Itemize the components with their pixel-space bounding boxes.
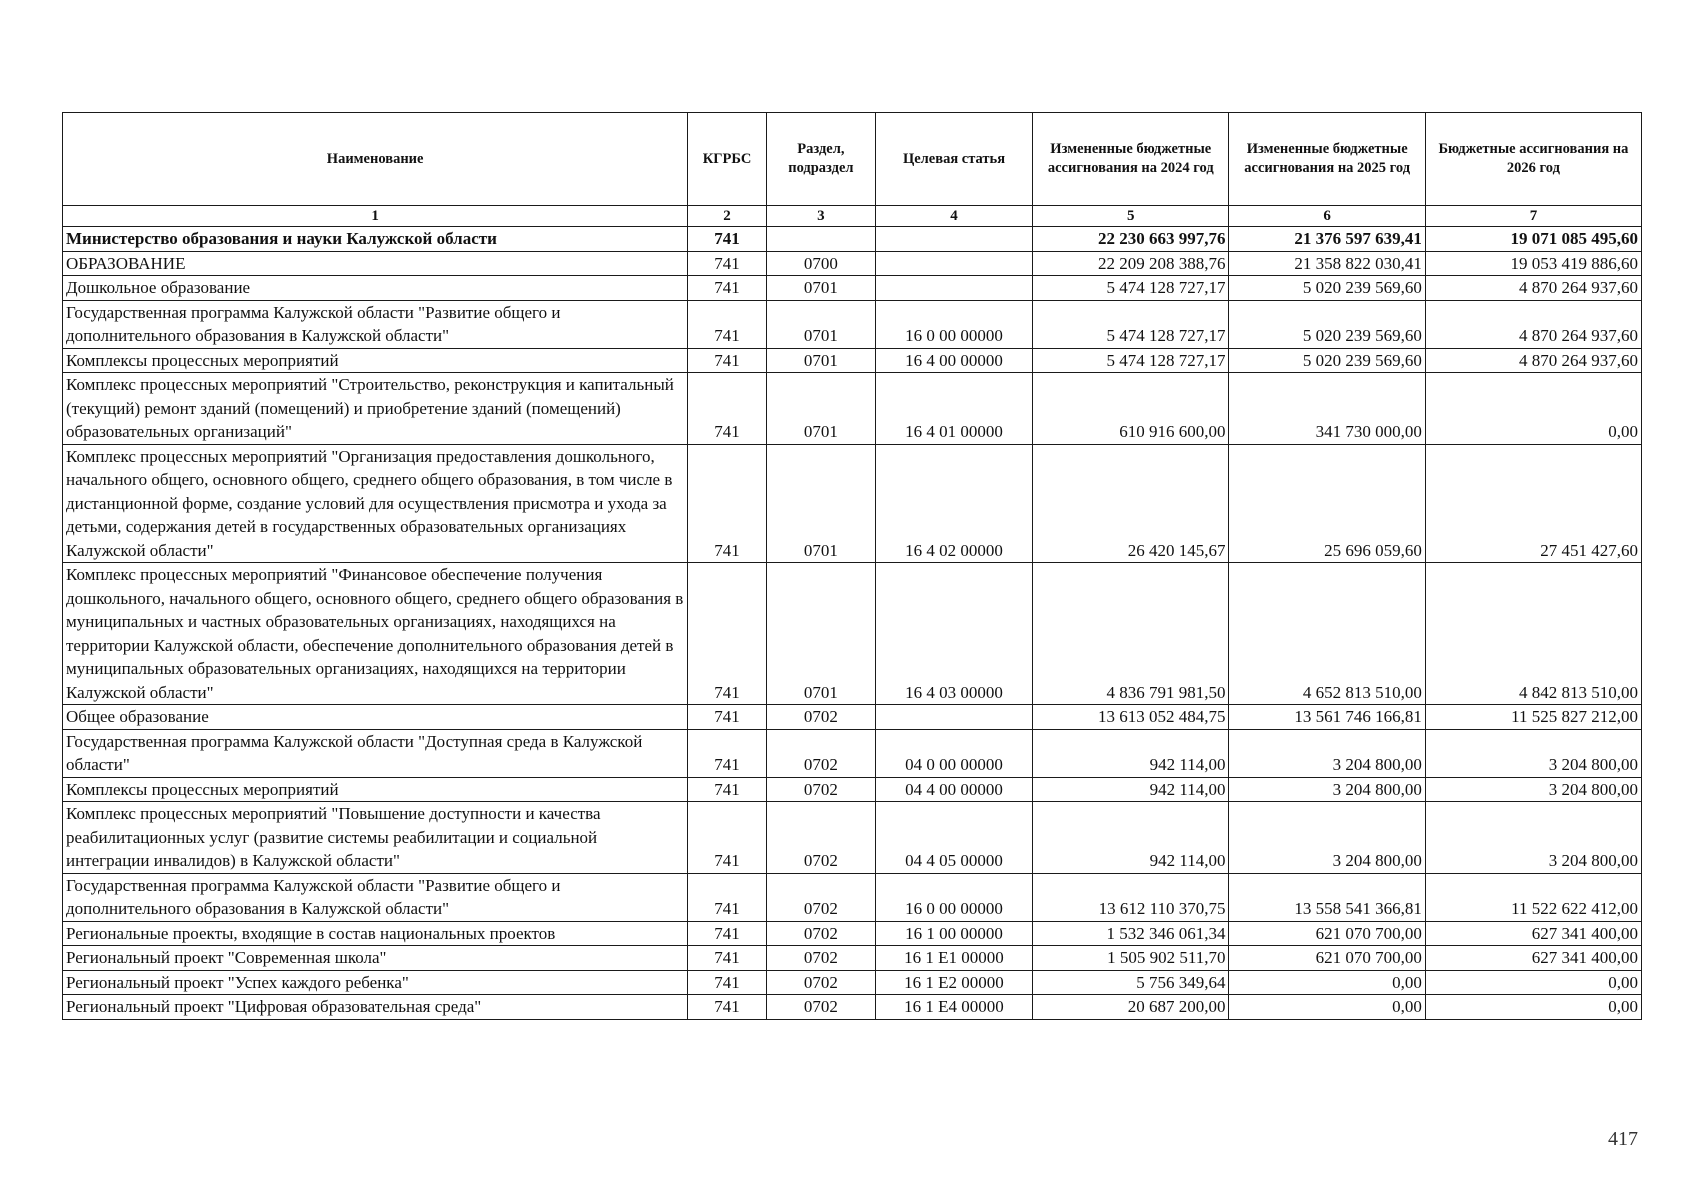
row-kgrbs-cell: 741 bbox=[688, 227, 767, 252]
header-kgrbs: КГРБС bbox=[688, 113, 767, 206]
row-statya-cell: 16 1 E2 00000 bbox=[875, 970, 1032, 995]
header-name: Наименование bbox=[63, 113, 688, 206]
row-name-cell: Министерство образования и науки Калужской области bbox=[63, 227, 688, 252]
row-2025-cell: 25 696 059,60 bbox=[1229, 444, 1425, 563]
table-row bbox=[63, 777, 1642, 802]
row-2025-cell: 5 020 239 569,60 bbox=[1229, 300, 1425, 348]
header-2024: Измененные бюджетные ассигнования на 2024 год bbox=[1033, 113, 1229, 206]
table-row bbox=[63, 276, 1642, 301]
row-name-cell: Комплекс процессных мероприятий "Финансовое обеспечение получения дошкольного, начального общего, основного общего, среднего общего образования в муниципальных и частных образовательных организациях, находящихся на территории Калужской области, обеспечение дополнительного образования детей в муниципальных образовательных организациях, находящихся на территории Калужской области" bbox=[63, 563, 688, 705]
row-statya-cell: 16 4 02 00000 bbox=[875, 444, 1032, 563]
row-name-cell: Государственная программа Калужской области "Развитие общего и дополнительного образования в Калужской области" bbox=[63, 300, 688, 348]
row-razdel-cell: 0702 bbox=[766, 777, 875, 802]
row-razdel-cell: 0701 bbox=[766, 300, 875, 348]
row-name-cell: Комплексы процессных мероприятий bbox=[63, 348, 688, 373]
row-razdel-cell: 0701 bbox=[766, 276, 875, 301]
row-statya-cell bbox=[875, 276, 1032, 301]
header-statya: Целевая статья bbox=[875, 113, 1032, 206]
table-row bbox=[63, 373, 1642, 445]
row-2024-cell: 942 114,00 bbox=[1033, 802, 1229, 874]
row-2025-cell: 13 561 746 166,81 bbox=[1229, 705, 1425, 730]
row-name-cell: Региональный проект "Успех каждого ребенка" bbox=[63, 970, 688, 995]
row-2026-cell: 4 870 264 937,60 bbox=[1425, 300, 1641, 348]
column-number-row bbox=[63, 206, 1642, 227]
column-number: 6 bbox=[1229, 206, 1425, 227]
row-2026-cell: 627 341 400,00 bbox=[1425, 921, 1641, 946]
row-2024-cell: 13 613 052 484,75 bbox=[1033, 705, 1229, 730]
row-2026-cell: 4 870 264 937,60 bbox=[1425, 276, 1641, 301]
row-statya-cell: 16 1 E1 00000 bbox=[875, 946, 1032, 971]
row-name-cell: Региональный проект "Современная школа" bbox=[63, 946, 688, 971]
row-razdel-cell: 0702 bbox=[766, 946, 875, 971]
row-kgrbs-cell: 741 bbox=[688, 348, 767, 373]
row-name-cell: Региональные проекты, входящие в состав национальных проектов bbox=[63, 921, 688, 946]
page-number: 417 bbox=[1608, 1128, 1638, 1150]
table-body bbox=[63, 227, 1642, 1020]
row-2026-cell: 3 204 800,00 bbox=[1425, 729, 1641, 777]
table-row bbox=[63, 802, 1642, 874]
table-row bbox=[63, 970, 1642, 995]
row-name-cell: Комплекс процессных мероприятий "Строительство, реконструкция и капитальный (текущий) ремонт зданий (помещений) и приобретение зданий (помещений) образовательных организаций" bbox=[63, 373, 688, 445]
row-2024-cell: 20 687 200,00 bbox=[1033, 995, 1229, 1020]
row-kgrbs-cell: 741 bbox=[688, 251, 767, 276]
row-razdel-cell: 0701 bbox=[766, 348, 875, 373]
row-2024-cell: 942 114,00 bbox=[1033, 729, 1229, 777]
row-2026-cell: 11 522 622 412,00 bbox=[1425, 873, 1641, 921]
row-razdel-cell: 0702 bbox=[766, 921, 875, 946]
table-row bbox=[63, 300, 1642, 348]
row-name-cell: Комплекс процессных мероприятий "Организация предоставления дошкольного, начального общего, основного общего, среднего общего образования, в том числе в дистанционной форме, создание условий для осуществления присмотра и ухода за детьми, содержания детей в государственных образовательных организациях Калужской области" bbox=[63, 444, 688, 563]
row-2025-cell: 21 358 822 030,41 bbox=[1229, 251, 1425, 276]
row-2025-cell: 3 204 800,00 bbox=[1229, 802, 1425, 874]
row-kgrbs-cell: 741 bbox=[688, 946, 767, 971]
column-number: 4 bbox=[875, 206, 1032, 227]
row-kgrbs-cell: 741 bbox=[688, 970, 767, 995]
row-2026-cell: 3 204 800,00 bbox=[1425, 802, 1641, 874]
row-razdel-cell bbox=[766, 227, 875, 252]
table-row bbox=[63, 921, 1642, 946]
row-2024-cell: 5 474 128 727,17 bbox=[1033, 348, 1229, 373]
row-name-cell: Комплекс процессных мероприятий "Повышение доступности и качества реабилитационных услуг (развитие системы реабилитации и социальной интеграции инвалидов) в Калужской области" bbox=[63, 802, 688, 874]
row-2025-cell: 621 070 700,00 bbox=[1229, 946, 1425, 971]
row-kgrbs-cell: 741 bbox=[688, 444, 767, 563]
row-name-cell: Государственная программа Калужской области "Развитие общего и дополнительного образования в Калужской области" bbox=[63, 873, 688, 921]
row-2026-cell: 0,00 bbox=[1425, 995, 1641, 1020]
row-name-cell: ОБРАЗОВАНИЕ bbox=[63, 251, 688, 276]
row-2026-cell: 4 842 813 510,00 bbox=[1425, 563, 1641, 705]
row-kgrbs-cell: 741 bbox=[688, 873, 767, 921]
row-2024-cell: 13 612 110 370,75 bbox=[1033, 873, 1229, 921]
row-2024-cell: 5 474 128 727,17 bbox=[1033, 276, 1229, 301]
row-kgrbs-cell: 741 bbox=[688, 777, 767, 802]
row-statya-cell: 16 4 03 00000 bbox=[875, 563, 1032, 705]
table-row bbox=[63, 729, 1642, 777]
row-razdel-cell: 0702 bbox=[766, 729, 875, 777]
header-row bbox=[63, 113, 1642, 206]
row-2024-cell: 1 505 902 511,70 bbox=[1033, 946, 1229, 971]
row-statya-cell: 04 0 00 00000 bbox=[875, 729, 1032, 777]
row-2024-cell: 942 114,00 bbox=[1033, 777, 1229, 802]
row-statya-cell: 16 0 00 00000 bbox=[875, 300, 1032, 348]
column-number: 3 bbox=[766, 206, 875, 227]
row-2024-cell: 22 230 663 997,76 bbox=[1033, 227, 1229, 252]
row-name-cell: Государственная программа Калужской области "Доступная среда в Калужской области" bbox=[63, 729, 688, 777]
row-2026-cell: 0,00 bbox=[1425, 970, 1641, 995]
row-kgrbs-cell: 741 bbox=[688, 921, 767, 946]
row-2024-cell: 5 756 349,64 bbox=[1033, 970, 1229, 995]
table-row bbox=[63, 227, 1642, 252]
row-kgrbs-cell: 741 bbox=[688, 300, 767, 348]
column-number: 5 bbox=[1033, 206, 1229, 227]
row-statya-cell: 04 4 00 00000 bbox=[875, 777, 1032, 802]
table-row bbox=[63, 946, 1642, 971]
row-razdel-cell: 0702 bbox=[766, 873, 875, 921]
column-number: 2 bbox=[688, 206, 767, 227]
budget-table bbox=[62, 112, 1642, 1020]
row-razdel-cell: 0701 bbox=[766, 563, 875, 705]
row-statya-cell: 16 4 00 00000 bbox=[875, 348, 1032, 373]
row-2026-cell: 19 071 085 495,60 bbox=[1425, 227, 1641, 252]
row-2025-cell: 3 204 800,00 bbox=[1229, 729, 1425, 777]
row-statya-cell: 16 0 00 00000 bbox=[875, 873, 1032, 921]
row-kgrbs-cell: 741 bbox=[688, 995, 767, 1020]
row-razdel-cell: 0702 bbox=[766, 705, 875, 730]
row-name-cell: Комплексы процессных мероприятий bbox=[63, 777, 688, 802]
column-number: 7 bbox=[1425, 206, 1641, 227]
row-2026-cell: 19 053 419 886,60 bbox=[1425, 251, 1641, 276]
row-statya-cell bbox=[875, 227, 1032, 252]
row-2025-cell: 3 204 800,00 bbox=[1229, 777, 1425, 802]
table-row bbox=[63, 563, 1642, 705]
row-2024-cell: 1 532 346 061,34 bbox=[1033, 921, 1229, 946]
row-kgrbs-cell: 741 bbox=[688, 373, 767, 445]
table-row bbox=[63, 348, 1642, 373]
row-kgrbs-cell: 741 bbox=[688, 563, 767, 705]
row-2026-cell: 3 204 800,00 bbox=[1425, 777, 1641, 802]
row-2025-cell: 341 730 000,00 bbox=[1229, 373, 1425, 445]
row-2024-cell: 610 916 600,00 bbox=[1033, 373, 1229, 445]
column-number: 1 bbox=[63, 206, 688, 227]
row-name-cell: Региональный проект "Цифровая образовательная среда" bbox=[63, 995, 688, 1020]
row-statya-cell: 16 1 00 00000 bbox=[875, 921, 1032, 946]
row-2025-cell: 0,00 bbox=[1229, 995, 1425, 1020]
row-2024-cell: 26 420 145,67 bbox=[1033, 444, 1229, 563]
row-statya-cell bbox=[875, 705, 1032, 730]
table-row bbox=[63, 444, 1642, 563]
row-kgrbs-cell: 741 bbox=[688, 802, 767, 874]
row-name-cell: Дошкольное образование bbox=[63, 276, 688, 301]
row-razdel-cell: 0700 bbox=[766, 251, 875, 276]
header-razdel: Раздел, подраздел bbox=[766, 113, 875, 206]
row-2026-cell: 27 451 427,60 bbox=[1425, 444, 1641, 563]
row-2025-cell: 0,00 bbox=[1229, 970, 1425, 995]
row-2026-cell: 11 525 827 212,00 bbox=[1425, 705, 1641, 730]
row-2024-cell: 22 209 208 388,76 bbox=[1033, 251, 1229, 276]
table-row bbox=[63, 705, 1642, 730]
row-2025-cell: 5 020 239 569,60 bbox=[1229, 348, 1425, 373]
row-2024-cell: 4 836 791 981,50 bbox=[1033, 563, 1229, 705]
header-2025: Измененные бюджетные ассигнования на 2025 год bbox=[1229, 113, 1425, 206]
row-name-cell: Общее образование bbox=[63, 705, 688, 730]
row-statya-cell: 04 4 05 00000 bbox=[875, 802, 1032, 874]
table-row bbox=[63, 995, 1642, 1020]
row-razdel-cell: 0702 bbox=[766, 970, 875, 995]
row-2026-cell: 627 341 400,00 bbox=[1425, 946, 1641, 971]
row-2025-cell: 21 376 597 639,41 bbox=[1229, 227, 1425, 252]
row-2025-cell: 4 652 813 510,00 bbox=[1229, 563, 1425, 705]
row-statya-cell bbox=[875, 251, 1032, 276]
row-2025-cell: 5 020 239 569,60 bbox=[1229, 276, 1425, 301]
row-2026-cell: 4 870 264 937,60 bbox=[1425, 348, 1641, 373]
row-2024-cell: 5 474 128 727,17 bbox=[1033, 300, 1229, 348]
row-statya-cell: 16 1 E4 00000 bbox=[875, 995, 1032, 1020]
row-razdel-cell: 0702 bbox=[766, 995, 875, 1020]
row-kgrbs-cell: 741 bbox=[688, 276, 767, 301]
table-row bbox=[63, 873, 1642, 921]
row-2026-cell: 0,00 bbox=[1425, 373, 1641, 445]
row-razdel-cell: 0701 bbox=[766, 444, 875, 563]
row-2025-cell: 621 070 700,00 bbox=[1229, 921, 1425, 946]
row-razdel-cell: 0702 bbox=[766, 802, 875, 874]
table-row bbox=[63, 251, 1642, 276]
row-razdel-cell: 0701 bbox=[766, 373, 875, 445]
row-kgrbs-cell: 741 bbox=[688, 705, 767, 730]
header-2026: Бюджетные ассигнования на 2026 год bbox=[1425, 113, 1641, 206]
row-statya-cell: 16 4 01 00000 bbox=[875, 373, 1032, 445]
row-2025-cell: 13 558 541 366,81 bbox=[1229, 873, 1425, 921]
row-kgrbs-cell: 741 bbox=[688, 729, 767, 777]
